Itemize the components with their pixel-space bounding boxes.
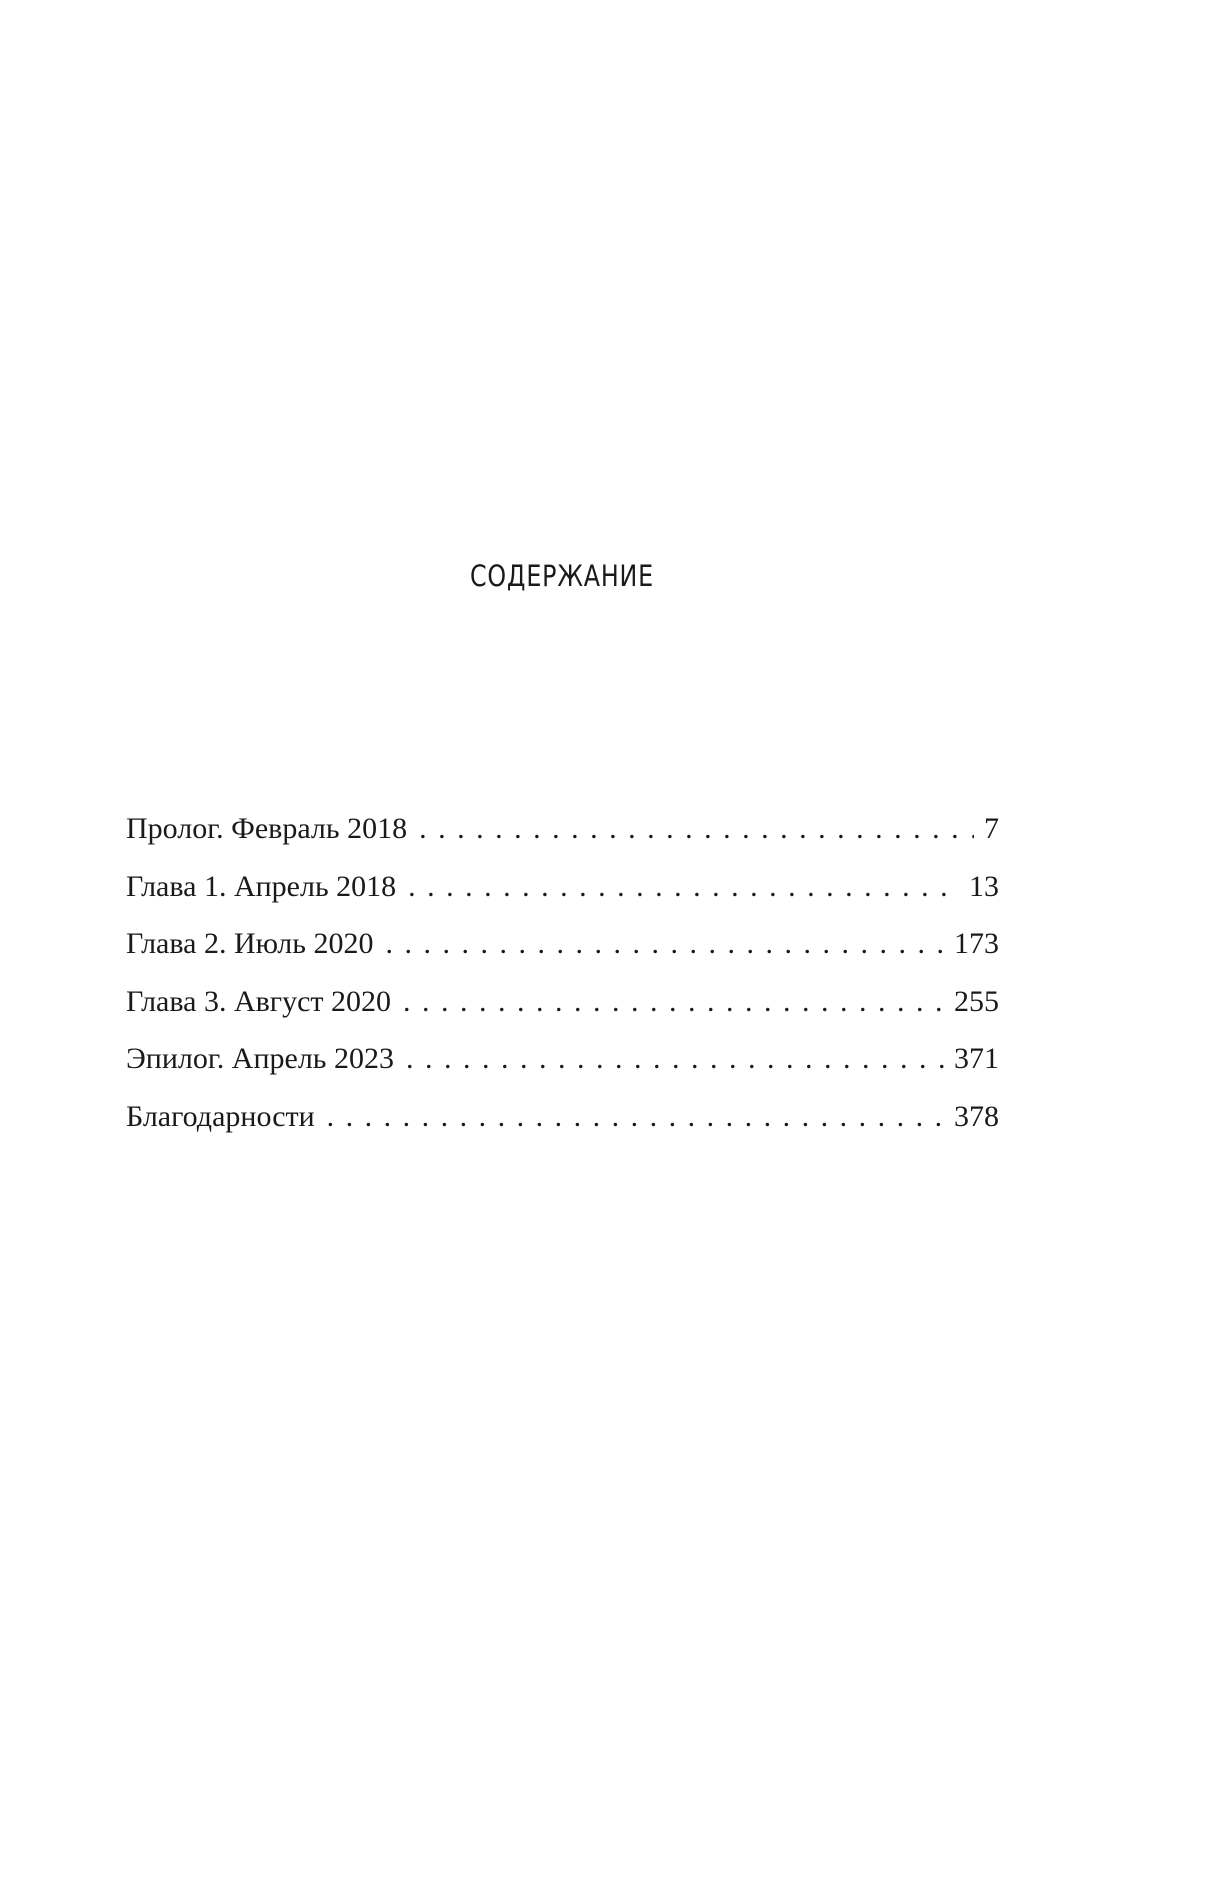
toc-entry-chapter-2 — [126, 915, 999, 973]
dot-leader — [385, 915, 944, 973]
toc-entry-page: 255 — [954, 984, 999, 1018]
toc-entry-label: Глава 1. Апрель 2018 — [126, 869, 397, 903]
toc-entry-page: 13 — [969, 869, 999, 903]
dot-leader — [419, 800, 974, 858]
toc-entry-label: Глава 3. Август 2020 — [126, 984, 392, 1018]
toc-entry-page: 7 — [984, 812, 999, 845]
toc-entry-chapter-3 — [126, 973, 999, 1031]
toc-entry-page: 173 — [954, 927, 999, 960]
dot-leader — [403, 973, 944, 1031]
dot-leader — [406, 1030, 944, 1088]
dot-leader — [408, 858, 959, 916]
toc-entry-epilogue — [126, 1030, 999, 1088]
toc-entry-acknowledgements — [126, 1088, 999, 1146]
toc-entry-label: Эпилог. Апрель 2023 — [126, 1042, 394, 1075]
toc-entry-prologue — [126, 800, 999, 858]
contents-title: СОДЕРЖАНИЕ — [469, 559, 655, 593]
table-of-contents — [126, 800, 999, 1145]
toc-entry-label: Пролог. Февраль 2018 — [126, 812, 408, 845]
toc-entry-label: Благодарности — [126, 1099, 315, 1133]
toc-entry-page: 371 — [954, 1042, 999, 1075]
toc-entry-chapter-1 — [126, 858, 999, 916]
toc-entry-label: Глава 2. Июль 2020 — [126, 927, 374, 960]
toc-entry-page: 378 — [954, 1099, 999, 1133]
dot-leader — [327, 1088, 944, 1146]
